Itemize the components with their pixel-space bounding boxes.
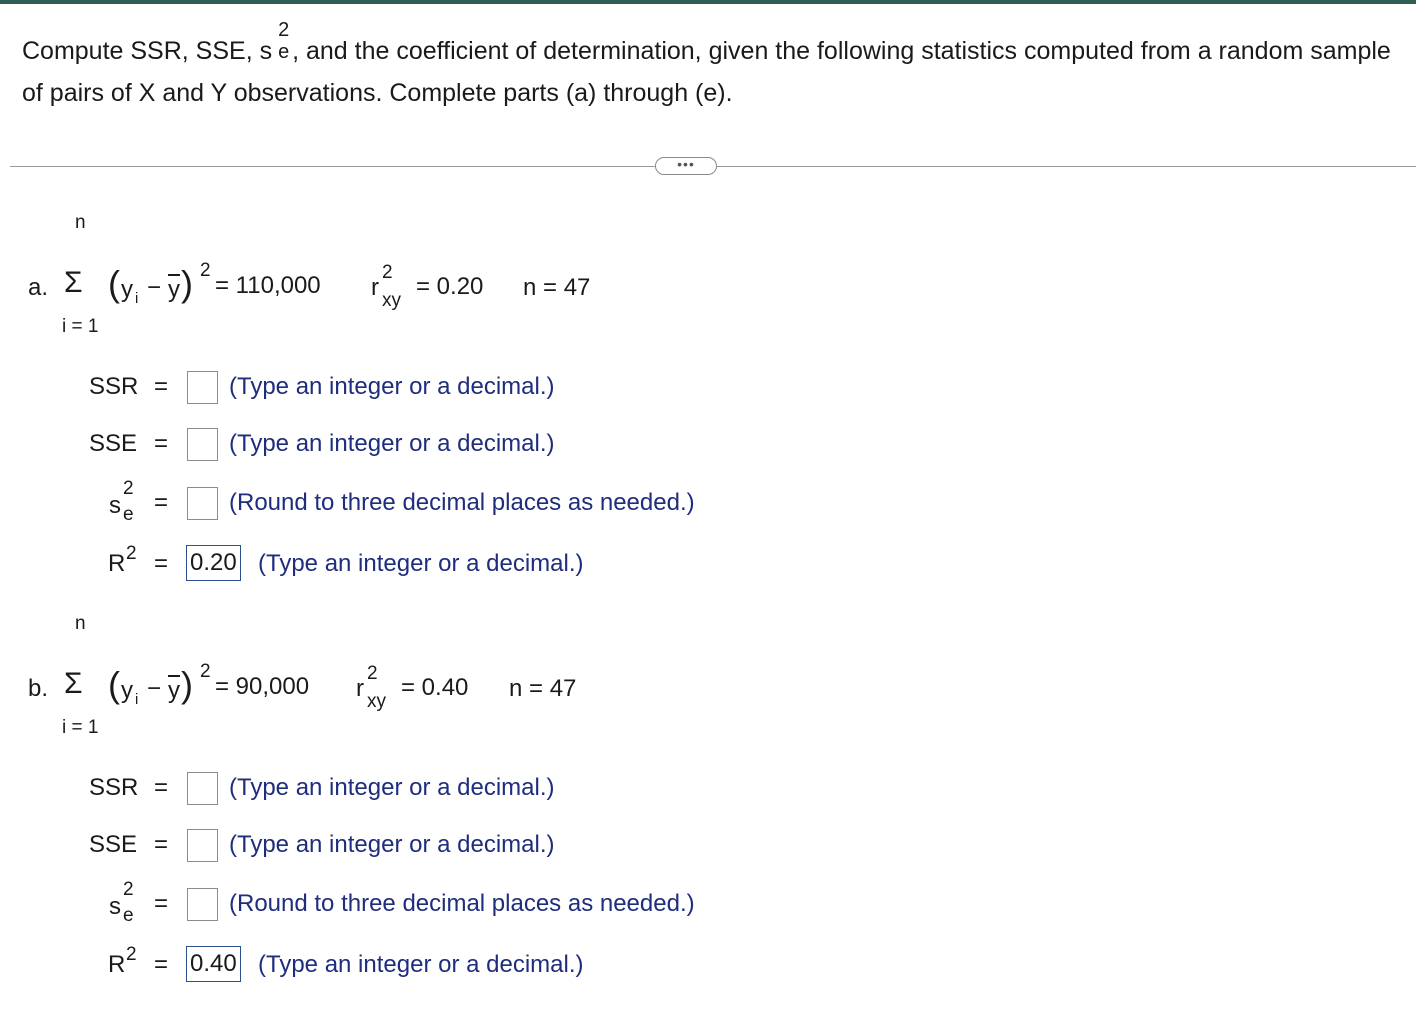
- se2-hint: (Round to three decimal places as needed.): [229, 890, 695, 917]
- R2-label: R: [108, 951, 126, 978]
- ssr-input-b[interactable]: [187, 772, 218, 805]
- sum-of-squares-value: = 110,000: [215, 272, 321, 299]
- sum-of-squares-value: = 90,000: [215, 673, 310, 700]
- R2-hint: (Type an integer or a decimal.): [258, 951, 584, 978]
- se2-input-b[interactable]: [187, 888, 218, 921]
- sse-hint: (Type an integer or a decimal.): [229, 430, 555, 457]
- se2-label: s: [109, 893, 121, 920]
- r-squared-value: = 0.40: [401, 674, 469, 701]
- sse-input-a[interactable]: [187, 428, 218, 461]
- sigma-symbol: Σ: [64, 266, 83, 299]
- R2-answer-a[interactable]: 0.20: [186, 545, 241, 581]
- se2-input-a[interactable]: [187, 487, 218, 520]
- ssr-input-a[interactable]: [187, 371, 218, 404]
- top-accent-bar: [0, 0, 1416, 4]
- sum-lower-limit: i = 1: [62, 717, 99, 738]
- R2-answer-b[interactable]: 0.40: [186, 946, 241, 982]
- ssr-hint: (Type an integer or a decimal.): [229, 373, 555, 400]
- more-options-button[interactable]: •••: [655, 157, 717, 175]
- r-squared-value: = 0.20: [416, 273, 484, 300]
- ssr-hint: (Type an integer or a decimal.): [229, 774, 555, 801]
- n-value: n = 47: [523, 274, 591, 301]
- sse-label: SSE: [89, 430, 138, 457]
- sse-hint: (Type an integer or a decimal.): [229, 831, 555, 858]
- sse-label: SSE: [89, 831, 138, 858]
- R2-hint: (Type an integer or a decimal.): [258, 550, 584, 577]
- se2-hint: (Round to three decimal places as needed.): [229, 489, 695, 516]
- se2-label: s: [109, 492, 121, 519]
- sum-lower-limit: i = 1: [62, 316, 99, 337]
- part-b-label: b.: [28, 675, 49, 702]
- part-a-label: a.: [28, 274, 49, 301]
- question-text: Compute SSR, SSE, s 2 e , and the coefficient of determination, given the following statistics computed from a random sample of pairs of X and Y observations. Complete parts (a) through (e).: [22, 19, 1391, 107]
- sum-upper-limit: n: [75, 613, 86, 634]
- sse-input-b[interactable]: [187, 829, 218, 862]
- sigma-symbol: Σ: [64, 667, 83, 700]
- n-value: n = 47: [509, 675, 577, 702]
- ssr-label: SSR: [89, 373, 139, 400]
- ssr-label: SSR: [89, 774, 139, 801]
- R2-label: R: [108, 550, 126, 577]
- sum-upper-limit: n: [75, 212, 86, 233]
